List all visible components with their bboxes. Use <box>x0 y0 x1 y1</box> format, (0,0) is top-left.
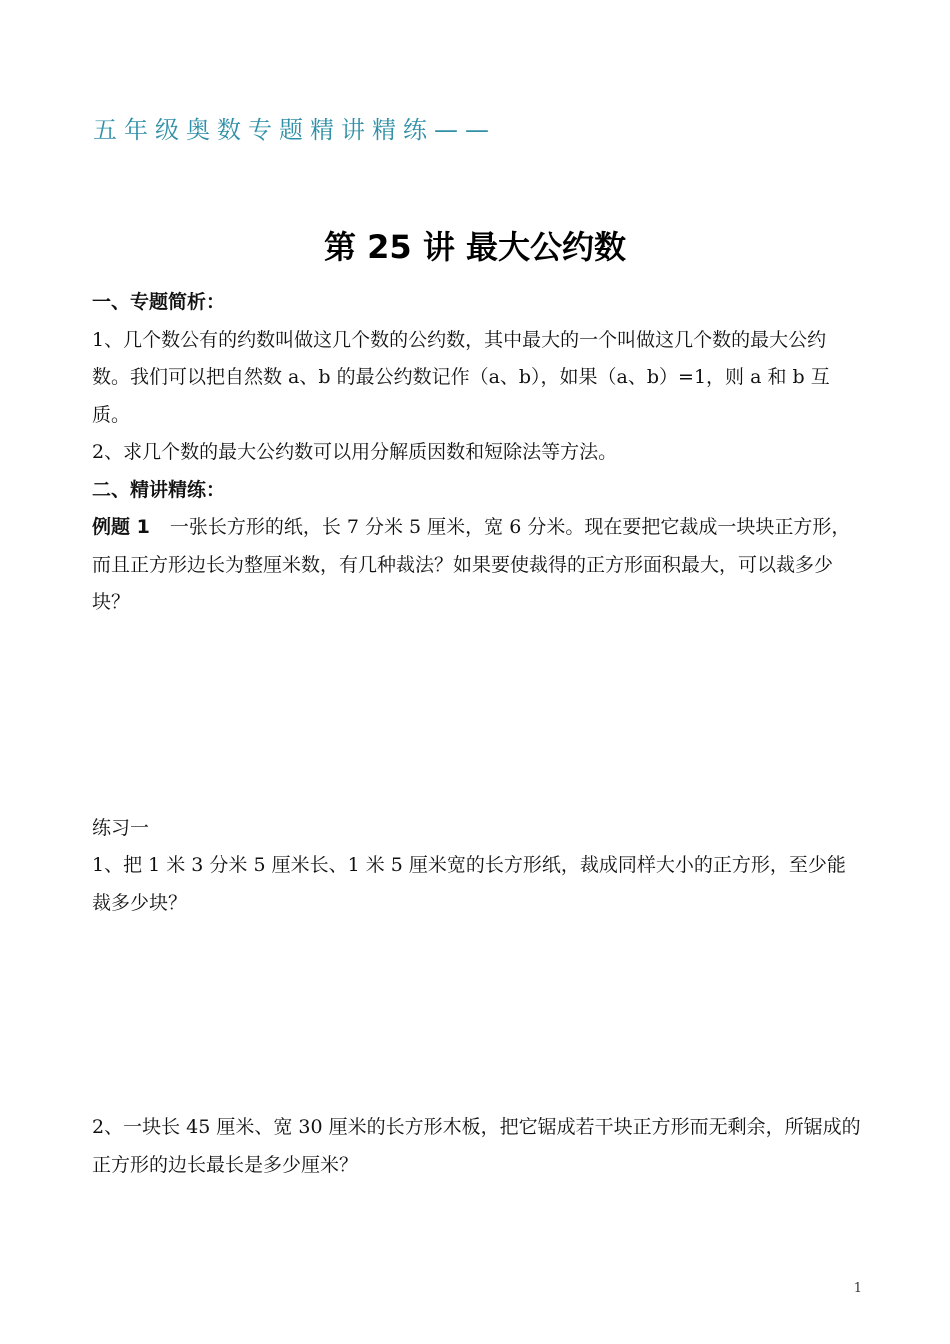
practice-question-2: 2、一块长 45 厘米、宽 30 厘米的长方形木板，把它锯成若干块正方形而无剩余，所锯成的正方形的边长最长是多少厘米？ <box>92 1116 861 1176</box>
section-heading-practice: 二、精讲精练： <box>92 478 226 501</box>
series-header: 五年级奥数专题精讲精练—— <box>93 116 496 144</box>
document-body <box>92 284 862 1184</box>
overview-paragraph-1: 1、几个数公有的约数叫做这几个数的公约数，其中最大的一个叫做这几个数的最大公约数。我们可以把自然数 a、b 的最公约数记作（a、b），如果（a、b）=1，则 a 和 b 互质。 <box>92 328 830 426</box>
practice-question-1: 1、把 1 米 3 分米 5 厘米长、1 米 5 厘米宽的长方形纸，裁成同样大小的正方形，至少能裁多少块？ <box>92 854 846 914</box>
example-1-text: 一张长方形的纸，长 7 分米 5 厘米，宽 6 分米。现在要把它裁成一块块正方形，而且正方形边长为整厘米数，有几种裁法？如果要使裁得的正方形面积最大，可以裁多少块？ <box>92 516 851 613</box>
practice-heading: 练习一 <box>92 816 150 839</box>
lecture-title: 第 25 讲 最大公约数 <box>324 228 626 266</box>
answer-space-example-1 <box>92 622 862 810</box>
overview-paragraph-2: 2、求几个数的最大公约数可以用分解质因数和短除法等方法。 <box>92 441 618 463</box>
answer-space-question-1 <box>92 922 862 1109</box>
section-heading-overview: 一、专题简析： <box>92 291 226 313</box>
page-number: 1 <box>853 1281 862 1296</box>
example-1 <box>92 509 862 622</box>
example-1-label: 例题 1 <box>92 516 150 538</box>
